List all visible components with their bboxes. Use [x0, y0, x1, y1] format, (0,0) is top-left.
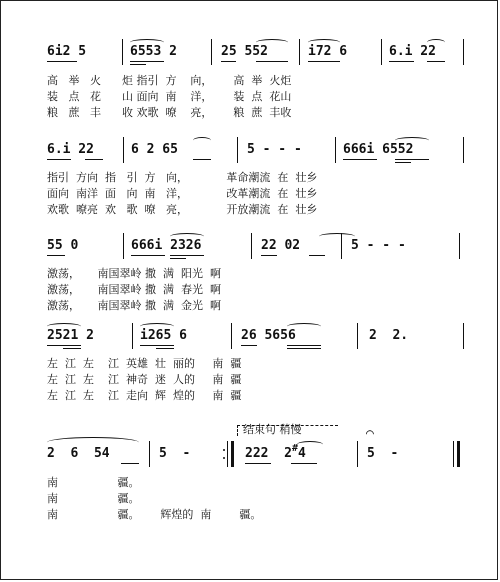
slur	[395, 137, 429, 144]
slur	[47, 323, 81, 330]
repeat-barline	[227, 441, 228, 467]
lyric-line-2: 装 点 花 山 面向 南 洋， 装 点 花山	[47, 90, 292, 103]
underline	[85, 159, 103, 160]
barline	[132, 323, 133, 349]
notes: 5 - - -	[247, 142, 302, 157]
ending-label: 结束句 稍慢	[243, 423, 302, 436]
underline	[343, 159, 377, 160]
lyric-line-1: 激荡， 南国翠岭 撒 满 阳光 啊	[47, 267, 221, 280]
repeat-barline	[231, 441, 234, 467]
barline	[299, 39, 300, 65]
lyric-line-1: 指引 方向 指 引 方 向， 革命潮流 在 壮乡	[47, 171, 318, 184]
notes: 26 5656	[241, 328, 296, 343]
barline	[237, 137, 238, 163]
lyric-line-3: 欢歌 嘹亮 欢 歌 嘹 亮， 开放潮流 在 壮乡	[47, 203, 318, 216]
underline	[287, 348, 321, 349]
slur	[319, 233, 355, 240]
notes: 5 - - -	[351, 238, 406, 253]
barline	[357, 323, 358, 349]
slur	[297, 441, 323, 448]
barline	[211, 39, 212, 65]
underline	[130, 64, 146, 65]
slur	[47, 437, 139, 448]
barline	[463, 39, 464, 65]
notes: i265 6	[140, 328, 187, 343]
notes: 6.i 22	[389, 44, 436, 59]
barline	[463, 323, 464, 349]
underline	[170, 255, 204, 256]
underline	[395, 159, 429, 160]
barline	[459, 233, 460, 259]
underline	[221, 61, 236, 62]
notes: 2521 2	[47, 328, 94, 343]
lyric-line-1: 左 江 左 江 英雄 壮 丽的 南 疆	[47, 357, 242, 370]
underline	[121, 463, 139, 464]
lyric-line-3: 激荡， 南国翠岭 撒 满 金光 啊	[47, 299, 221, 312]
barline	[381, 39, 382, 65]
underline	[47, 255, 65, 256]
underline	[261, 255, 277, 256]
lyric-line-1: 南 疆。	[47, 476, 140, 489]
barline	[122, 39, 123, 65]
notes: 2 2.	[369, 328, 409, 343]
underline	[156, 348, 174, 349]
barline	[123, 137, 124, 163]
final-barline	[453, 441, 454, 467]
slur	[287, 323, 321, 330]
lyric-line-3: 左 江 左 江 走向 辉 煌的 南 疆	[47, 389, 242, 402]
slur	[308, 39, 340, 46]
underline	[47, 345, 81, 346]
barline	[335, 137, 336, 163]
underline	[170, 258, 186, 259]
sharp-icon: #	[291, 443, 298, 454]
notes: 25 552	[221, 44, 268, 59]
underline	[47, 159, 71, 160]
notes: 6553 2	[130, 44, 177, 59]
notes: 666i 2326	[131, 238, 202, 253]
lyric-line-3: 粮 蔗 丰 收 欢歌 嘹 亮， 粮 蔗 丰收	[47, 106, 292, 119]
notes: 2 6 54	[47, 446, 110, 461]
underline	[287, 345, 321, 346]
notes: 5 -	[367, 446, 399, 461]
slur	[427, 39, 445, 46]
underline	[130, 61, 164, 62]
repeat-dot	[223, 457, 225, 459]
underline	[131, 255, 165, 256]
lyric-line-3: 南 疆。 辉煌的 南 疆。	[47, 508, 262, 521]
slur	[170, 233, 204, 240]
barline	[251, 233, 252, 259]
notes: i72 6	[308, 44, 348, 59]
barline	[357, 441, 358, 467]
barline	[231, 323, 232, 349]
underline	[140, 345, 174, 346]
slur	[256, 39, 288, 46]
barline	[123, 233, 124, 259]
fermata-icon: ⌒	[366, 426, 374, 441]
lyric-line-1: 高 举 火 炬 指引 方 向， 高 举 火炬	[47, 74, 292, 87]
slur	[193, 137, 211, 144]
notes: 6 2 65	[131, 142, 178, 157]
notes: 22 02	[261, 238, 301, 253]
notes: 666i 6552	[343, 142, 414, 157]
underline	[47, 61, 77, 62]
underline	[291, 463, 317, 464]
underline	[63, 348, 81, 349]
underline	[427, 61, 445, 62]
lyric-line-2: 左 江 左 江 神奇 迷 人的 南 疆	[47, 373, 242, 386]
lyric-line-2: 激荡， 南国翠岭 撒 满 春光 啊	[47, 283, 221, 296]
notes: 6.i 22	[47, 142, 94, 157]
underline	[309, 255, 325, 256]
lyric-line-2: 面向 南洋 面 向 南 洋， 改革潮流 在 壮乡	[47, 187, 318, 200]
slur	[140, 323, 174, 330]
notes: 5 -	[159, 446, 191, 461]
barline	[149, 441, 150, 467]
notes: 6i2 5	[47, 44, 87, 59]
underline	[256, 61, 288, 62]
notes: 222 2#4	[245, 443, 306, 461]
underline	[193, 159, 211, 160]
underline	[395, 162, 411, 163]
final-barline	[457, 441, 460, 467]
underline	[389, 61, 414, 62]
notes: 55 0	[47, 238, 79, 253]
repeat-dot	[223, 449, 225, 451]
slur	[130, 39, 164, 46]
lyric-line-2: 南 疆。	[47, 492, 140, 505]
underline	[245, 463, 271, 464]
underline	[241, 345, 257, 346]
barline	[463, 137, 464, 163]
underline	[308, 61, 340, 62]
